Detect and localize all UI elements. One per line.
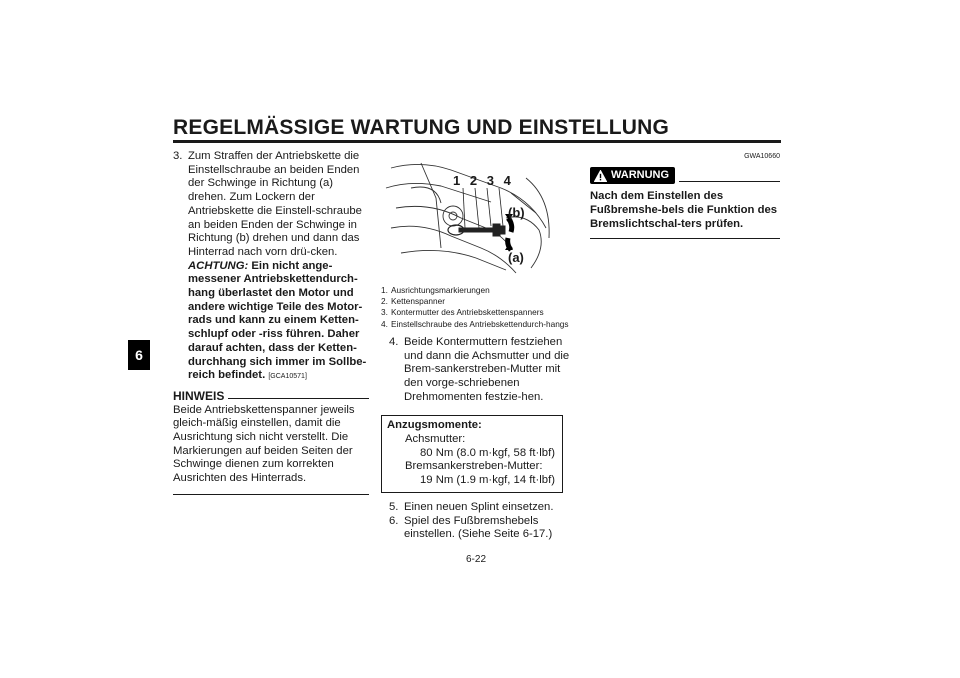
- torque-axle-label: Achsmutter:: [405, 433, 466, 446]
- direction-a-label: (a): [508, 250, 524, 265]
- step-5: [381, 501, 576, 515]
- direction-b-label: (b): [508, 205, 525, 220]
- hinweis-rule: [228, 398, 369, 399]
- chapter-tab: 6: [128, 340, 150, 370]
- legend-item-text: Kontermutter des Antriebskettenspanners: [391, 307, 544, 318]
- title-rule: [173, 140, 781, 143]
- callout-4: 4: [503, 173, 514, 188]
- callout-3: 3: [486, 173, 497, 188]
- warning-header: [590, 167, 780, 185]
- warning-rule: [679, 181, 780, 182]
- step-3-text: Zum Straffen der Antriebskette die Einstellschraube an beiden Enden der Schwinge in Richtung (a) drehen. Zum Lockern der Antriebskette die Einstell-schraube an beiden Enden der Schwinge in Richtung (b) drehen und dann das Hinterrad nach vorn drü-cken.: [188, 150, 362, 258]
- figure-legend: [381, 285, 576, 330]
- legend-item-text: Kettenspanner: [391, 296, 445, 307]
- callout-2: 2: [469, 173, 481, 188]
- steps-5-6: [381, 501, 576, 542]
- torque-brake-label: Bremsankerstreben-Mutter:: [405, 460, 543, 473]
- callout-1: 1: [453, 173, 464, 188]
- achtung-text: Ein nicht ange-messener Antriebskettendurch-hang überlastet den Motor und andere wichtige Teile des Motor-rads und kann zu einem Ketten-schlupf oder -riss führen. Daher darauf achten, dass der Ketten-durchhang sich immer im Sollbe-reich befindet.: [188, 259, 367, 382]
- legend-item-text: Einstellschraube des Antriebskettendurch-hangs: [391, 318, 569, 329]
- column-right: [590, 150, 780, 239]
- warning-text: Nach dem Einstellen des Fußbremshe-bels die Funktion des Bremslichtschal-ters prüfen.: [590, 190, 778, 230]
- step-3-number: 3.: [173, 150, 183, 162]
- warning-label: WARNUNG: [611, 168, 670, 181]
- step-3: [173, 150, 369, 384]
- hinweis-end-rule: [173, 494, 369, 495]
- column-middle: [381, 158, 576, 542]
- torque-axle-value: 80 Nm (8.0 m·kgf, 58 ft·lbf): [420, 446, 555, 459]
- page-title: REGELMÄSSIGE WARTUNG UND EINSTELLUNG: [173, 116, 670, 139]
- step-6: [381, 515, 576, 542]
- warning-badge: [590, 167, 675, 185]
- step-3-body: [188, 150, 369, 384]
- achtung-code: [GCA10571]: [268, 373, 307, 381]
- step-4: [381, 336, 576, 405]
- hinweis-text: Beide Antriebskettenspanner jeweils gleich-mäßig einstellen, damit die Ausrichtung sich nicht verstellt. Die Markierungen auf beiden Seiten der Schwinge dienen zum korrekten Ausrichten des Hinterrads.: [173, 403, 355, 485]
- legend-item-text: Ausrichtungsmarkierungen: [391, 285, 490, 295]
- legend-item: [381, 296, 576, 307]
- step-6-text: Spiel des Fußbremshebels einstellen. (Siehe Seite 6-17.): [404, 514, 553, 541]
- legend-item: [381, 285, 576, 296]
- figure-callout-numbers: [453, 173, 514, 188]
- legend-item-number: 3.: [381, 307, 388, 318]
- hinweis-title: HINWEIS: [173, 388, 225, 403]
- page-number: 6-22: [466, 554, 487, 565]
- legend-item-number: 4.: [381, 318, 388, 329]
- legend-item-number: 1.: [381, 285, 388, 295]
- step-4-block: [381, 336, 576, 405]
- torque-brake-value: 19 Nm (1.9 m·kgf, 14 ft·lbf): [420, 474, 555, 487]
- torque-title: Anzugsmomente:: [387, 419, 482, 432]
- achtung-label: ACHTUNG:: [188, 259, 249, 272]
- hinweis-header: [173, 390, 369, 404]
- warning-triangle-icon: [594, 170, 607, 182]
- step-6-number: 6.: [389, 514, 399, 527]
- warning-code: GWA10660: [744, 153, 780, 160]
- step-4-text: Beide Kontermuttern festziehen und dann die Achsmutter und die Brem-sankerstreben-Mutter mit den vorge-schriebenen Drehmomenten festzie-hen.: [404, 335, 570, 403]
- column-left: [173, 150, 369, 495]
- step-5-text: Einen neuen Splint einsetzen.: [404, 500, 554, 513]
- legend-item-number: 2.: [381, 296, 388, 307]
- legend-item: [381, 307, 576, 318]
- chain-adjuster-illustration: [381, 158, 557, 282]
- torque-spec-box: [381, 415, 563, 493]
- step-4-number: 4.: [389, 335, 399, 348]
- step-5-number: 5.: [389, 500, 399, 513]
- warning-end-rule: [590, 238, 780, 239]
- legend-item: [381, 319, 576, 330]
